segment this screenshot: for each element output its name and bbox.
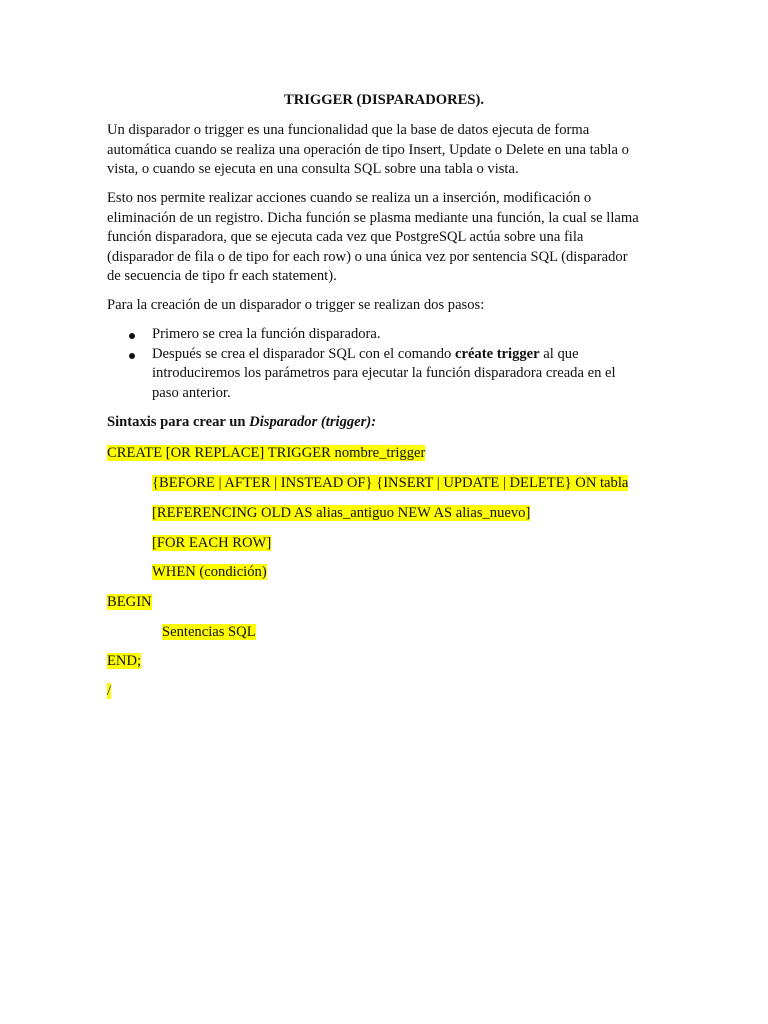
- code-line: [107, 652, 141, 671]
- paragraph-line: (disparador de fila o de tipo for each row) o una única vez por sentencia SQL (disparador: [107, 248, 628, 265]
- highlighted-code: BEGIN: [107, 594, 152, 610]
- highlighted-code: {BEFORE | AFTER | INSTEAD OF} {INSERT | UPDATE | DELETE} ON tabla: [152, 475, 629, 491]
- syntax-heading: [107, 414, 376, 431]
- list-item-text: introduciremos los parámetros para ejecutar la función disparadora creada en el: [152, 365, 616, 381]
- highlighted-code: Sentencias SQL: [162, 624, 256, 640]
- code-line: [152, 534, 271, 553]
- paragraph-line: función disparadora, que se ejecuta cada vez que PostgreSQL actúa sobre una fila: [107, 229, 584, 245]
- bullet-icon: [129, 333, 135, 339]
- paragraph-line: automática cuando se realiza una operación de tipo Insert, Update o Delete en una tabla o: [107, 141, 629, 158]
- paragraph-line: de secuencia de tipo fr each statement).: [107, 268, 337, 284]
- code-line: [107, 682, 111, 701]
- list-item-text: Primero se crea la función disparadora.: [152, 326, 381, 342]
- list-item-text-part: al que: [539, 345, 579, 362]
- highlighted-code: [REFERENCING OLD AS alias_antiguo NEW AS alias_nuevo]: [152, 505, 531, 521]
- intro-paragraph: [107, 121, 667, 180]
- paragraph-line: Un disparador o trigger es una funcionalidad que la base de datos ejecuta de forma: [107, 122, 590, 138]
- highlighted-code: CREATE [OR REPLACE] TRIGGER nombre_trigger: [107, 445, 426, 461]
- syntax-heading-prefix: Sintaxis para crear un: [107, 414, 250, 430]
- command-name: créate trigger: [454, 345, 540, 362]
- code-line: [152, 474, 628, 493]
- list-item-text-part: Después se crea el disparador SQL con el comando: [152, 345, 455, 362]
- paragraph-line: vista, o cuando se ejecuta en una consulta SQL sobre una tabla o vista.: [107, 161, 519, 177]
- list-item-text: [152, 345, 667, 365]
- steps-intro-paragraph: Para la creación de un disparador o trigger se realizan dos pasos:: [107, 297, 485, 313]
- steps-list: [107, 325, 667, 403]
- highlighted-code: WHEN (condición): [152, 564, 267, 580]
- code-line: [162, 623, 256, 642]
- code-line: [152, 563, 267, 582]
- document-title: TRIGGER (DISPARADORES).: [283, 92, 484, 108]
- code-line: [107, 444, 425, 463]
- list-item: [107, 325, 667, 345]
- paragraph-line: eliminación de un registro. Dicha función se plasma mediante una función, la cual se llama: [107, 209, 639, 226]
- list-item: [107, 345, 667, 404]
- highlighted-code: /: [107, 683, 112, 699]
- highlighted-code: [FOR EACH ROW]: [152, 535, 272, 551]
- list-item-text: paso anterior.: [152, 384, 231, 401]
- code-line: [152, 504, 530, 523]
- highlighted-code: END;: [107, 653, 142, 669]
- bullet-icon: [129, 353, 135, 359]
- paragraph-line: Esto nos permite realizar acciones cuando se realiza un a inserción, modificación o: [107, 190, 592, 206]
- code-line: [107, 593, 152, 612]
- syntax-heading-italic: Disparador (trigger):: [249, 414, 377, 430]
- explanation-paragraph: [107, 189, 667, 287]
